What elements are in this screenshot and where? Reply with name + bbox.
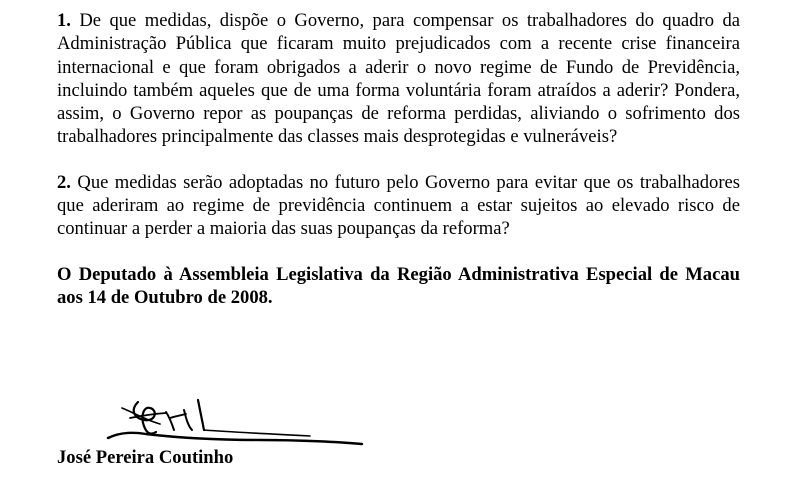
question-2-number: 2. xyxy=(57,171,71,193)
signature-icon xyxy=(100,396,365,452)
closing-statement: O Deputado à Assembleia Legislativa da Região Administrativa Especial de Macau aos 14 de Outubro de 2008. xyxy=(57,263,740,308)
document-body xyxy=(57,9,740,309)
question-2 xyxy=(57,171,740,241)
question-2-text: Que medidas serão adoptadas no futuro pelo Governo para evitar que os trabalhadores que aderiram ao regime de previdência continuem a estar sujeitos ao elevado risco de continuar a perder a maioria das suas poupanças da reforma? xyxy=(57,171,740,240)
question-1 xyxy=(57,9,740,149)
signer-name: José Pereira Coutinho xyxy=(57,447,234,468)
question-1-text: De que medidas, dispõe o Governo, para compensar os trabalhadores do quadro da Administração Pública que ficaram muito prejudicados com a recente crise financeira internacional e que foram obrigados a aderir o novo regime de Fundo de Previdência, incluindo também aqueles que de uma forma voluntária foram atraídos a aderir? Pondera, assim, o Governo repor as poupanças de reforma perdidas, aliviando o sofrimento dos trabalhadores principalmente das classes mais desprotegidas e vulneráveis? xyxy=(57,10,740,148)
question-1-number: 1. xyxy=(57,10,71,31)
